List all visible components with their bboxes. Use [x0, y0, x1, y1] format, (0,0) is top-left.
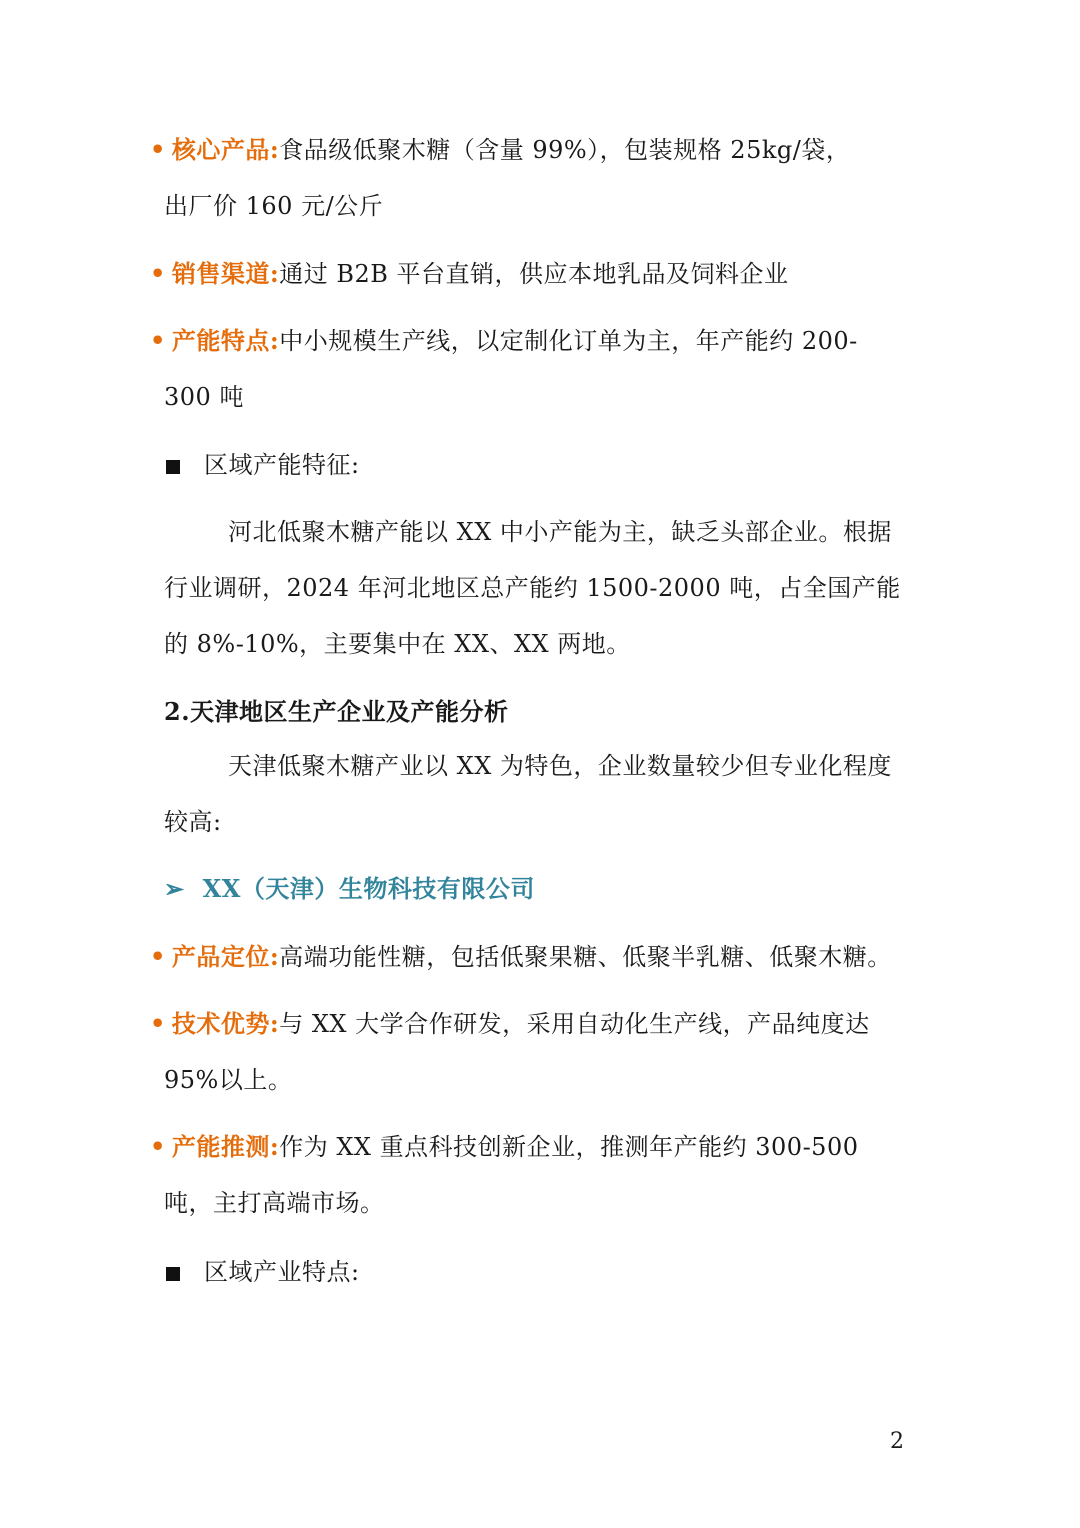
bullet-label: 产品定位: [171, 942, 280, 971]
region-title: 区域产业特点: [204, 1258, 360, 1286]
company-name: XX（天津）生物科技有限公司 [202, 874, 535, 903]
bullet-label: 技术优势: [171, 1009, 280, 1038]
bullet-continuation: 吨，主打高端市场。 [164, 1189, 385, 1217]
bullet-text: 中小规模生产线，以定制化订单为主，年产能约 200- [279, 327, 858, 355]
region-title: 区域产能特征: [204, 451, 360, 479]
bullet-label: 产能特点: [171, 326, 280, 355]
bullet-dot: • [150, 1009, 166, 1038]
bullet-text: 作为 XX 重点科技创新企业，推测年产能约 300-500 [279, 1133, 859, 1161]
region-capacity-heading [166, 449, 360, 481]
section-heading: 2.天津地区生产企业及产能分析 [164, 697, 509, 726]
bullet-sales-channel [150, 258, 789, 290]
paragraph-line: 行业调研，2024 年河北地区总产能约 1500-2000 吨，占全国产能 [164, 574, 901, 602]
arrow-bullet-icon: ➢ [164, 874, 185, 903]
bullet-continuation: 300 吨 [164, 383, 244, 411]
company-heading [164, 873, 535, 905]
bullet-core-product [150, 134, 850, 166]
bullet-continuation: 95%以上。 [164, 1066, 293, 1094]
square-bullet-icon [166, 460, 180, 474]
bullet-dot: • [150, 259, 166, 288]
bullet-label: 销售渠道: [171, 259, 280, 288]
bullet-text: 通过 B2B 平台直销，供应本地乳品及饲料企业 [279, 260, 789, 288]
bullet-text: 食品级低聚木糖（含量 99%），包装规格 25kg/袋， [279, 136, 851, 164]
bullet-text: 与 XX 大学合作研发，采用自动化生产线，产品纯度达 [279, 1010, 870, 1038]
bullet-dot: • [150, 135, 166, 164]
bullet-tech-advantage [150, 1008, 870, 1040]
paragraph-line: 的 8%-10%，主要集中在 XX、XX 两地。 [164, 630, 631, 658]
bullet-dot: • [150, 1132, 166, 1161]
bullet-dot: • [150, 326, 166, 355]
bullet-text: 高端功能性糖，包括低聚果糖、低聚半乳糖、低聚木糖。 [279, 943, 892, 971]
bullet-label: 核心产品: [171, 135, 280, 164]
paragraph-line: 天津低聚木糖产业以 XX 为特色，企业数量较少但专业化程度 [228, 752, 892, 780]
paragraph-line: 河北低聚木糖产能以 XX 中小产能为主，缺乏头部企业。根据 [228, 518, 892, 546]
bullet-capacity-feature [150, 325, 858, 357]
square-bullet-icon [166, 1267, 180, 1281]
page-number: 2 [890, 1429, 904, 1454]
region-industry-heading [166, 1256, 360, 1288]
paragraph-line: 较高: [164, 808, 222, 836]
bullet-label: 产能推测: [171, 1132, 280, 1161]
bullet-capacity-estimate [150, 1131, 859, 1163]
bullet-dot: • [150, 942, 166, 971]
bullet-continuation: 出厂价 160 元/公斤 [164, 192, 384, 220]
bullet-product-position [150, 941, 892, 973]
